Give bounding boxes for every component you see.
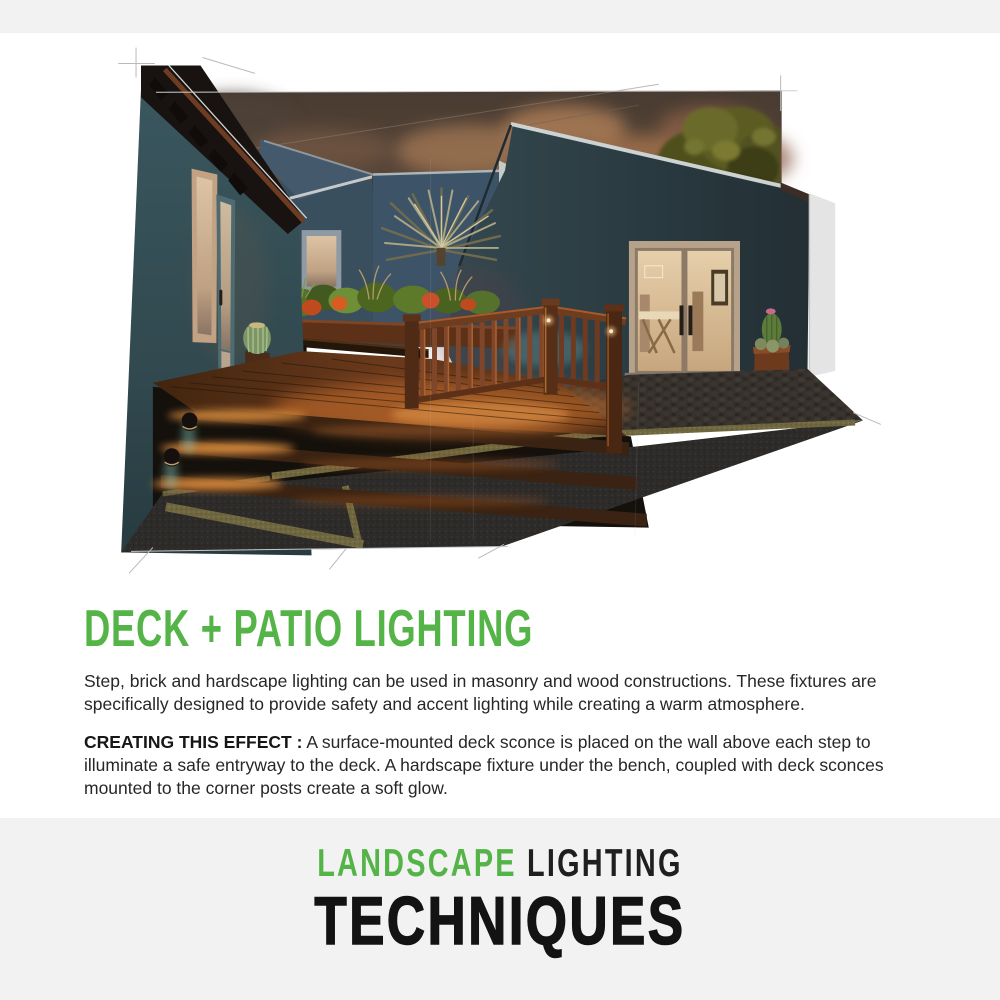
effect-label: CREATING THIS EFFECT : [84, 731, 303, 752]
brand-word-lighting: LIGHTING [516, 842, 683, 885]
left-door [216, 194, 235, 380]
door-handle [688, 305, 692, 335]
effect-text: A surface-mounted deck sconce is placed on the wall above each step to illuminate a safe entryway to the deck. A hardscape fixture under the bench, coupled with deck sconces mounted to the corner posts create a soft glow. [84, 731, 884, 798]
brand-line-1 [253, 844, 747, 883]
table [639, 311, 683, 319]
post-sconce [547, 318, 551, 322]
intro-paragraph: Step, brick and hardscape lighting can be used in masonry and wood constructions. These fixtures are specifically designed to provide safety and accent lighting while creating a warm atmosphere. [84, 671, 877, 714]
brand-word-techniques: TECHNIQUES [314, 883, 686, 959]
back-window [302, 230, 342, 292]
post-sconce [609, 329, 613, 333]
white-wall-panel [809, 193, 835, 376]
brand-word-landscape: LANDSCAPE [317, 842, 517, 885]
effect-paragraph [84, 731, 922, 800]
left-window [192, 169, 218, 344]
french-doors [623, 241, 746, 383]
door-handle [219, 290, 222, 306]
cactus-flower [766, 308, 776, 314]
chair [692, 292, 703, 352]
page-title [84, 600, 922, 658]
brand-line-2 [262, 883, 738, 959]
footer-brand [0, 818, 1000, 1000]
door-handle [680, 305, 684, 335]
page-title-text: DECK + PATIO LIGHTING [84, 600, 534, 658]
article-section [84, 600, 922, 800]
